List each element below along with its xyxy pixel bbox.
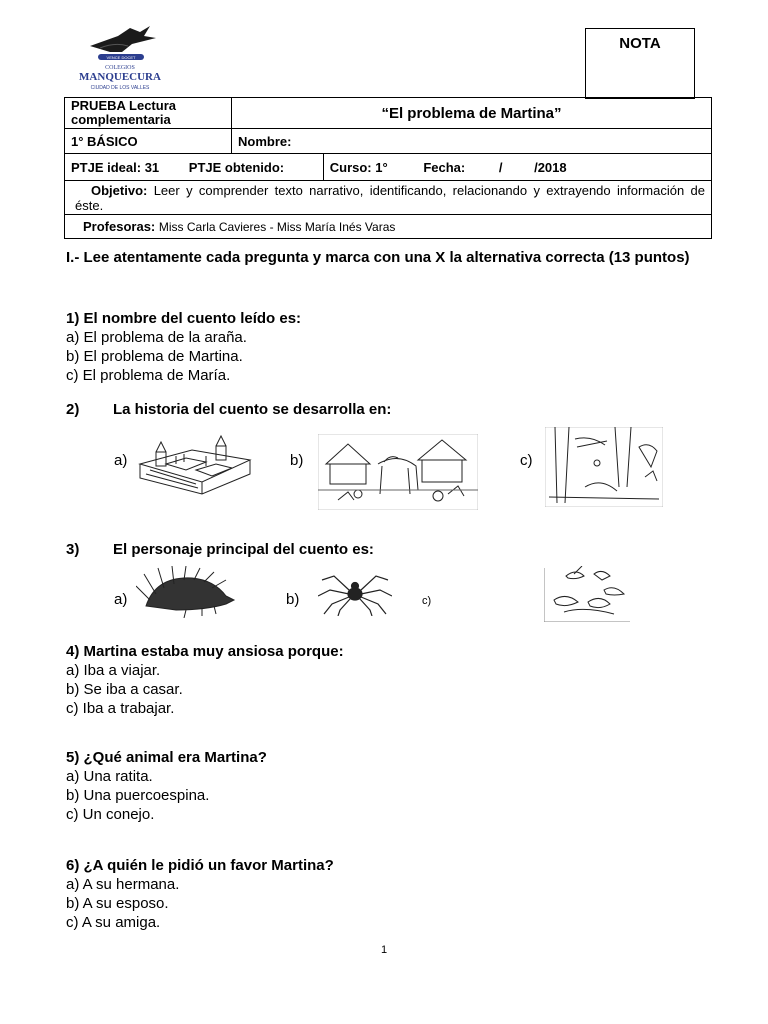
date-year: /2018 [534,159,567,175]
question-4-title: 4) Martina estaba muy ansiosa porque: [66,643,344,660]
question-2-number: 2) [66,401,80,418]
q4-option-b[interactable]: b) Se iba a casar. [66,681,183,698]
logo-line1: COLEGIOS [105,65,135,71]
question-2-title: La historia del cuento se desarrolla en: [113,401,392,418]
objective-label: Objetivo: [91,182,148,198]
question-1 [66,309,702,385]
course-date-cell[interactable] [323,154,711,181]
instruction: I.- Lee atentamente cada pregunta y marca con una X la alternativa correcta (13 puntos) [66,249,690,266]
q1-option-c[interactable]: c) El problema de María. [66,367,231,384]
grade-box[interactable] [585,28,695,99]
porcupine-image[interactable] [136,566,236,618]
grade-level: 1° BÁSICO [65,129,232,154]
name-label: Nombre: [238,133,292,149]
question-6-title: 6) ¿A quién le pidió un favor Martina? [66,857,334,874]
score-cell [65,154,324,181]
logo-line2: MANQUECURA [79,71,161,83]
date-label: Fecha: [423,159,466,175]
teachers-text: Miss Carla Cavieres - Miss María Inés Varas [158,220,396,234]
obtained-score-label: PTJE obtenido: [188,159,285,175]
q2-option-c-label[interactable]: c) [520,452,533,469]
page-number: 1 [380,944,388,956]
q1-option-b[interactable]: b) El problema de Martina. [66,348,243,365]
question-5-title: 5) ¿Qué animal era Martina? [66,749,267,766]
objective-text: Leer y comprender texto narrativo, identificando, relacionando y extrayendo información de éste. [75,182,705,213]
question-1-title: 1) El nombre del cuento leído es: [66,310,302,327]
q5-option-a[interactable]: a) Una ratita. [66,768,153,785]
forest-scene-image[interactable] [545,427,663,507]
farm-scene-image[interactable] [318,434,478,510]
logo-line3: CIUDAD DE LOS VALLES [90,85,150,91]
question-3 [66,540,702,559]
question-3-number: 3) [66,541,80,558]
q2-option-a-label[interactable]: a) [114,452,128,469]
q2-option-b-label[interactable]: b) [290,452,304,469]
q5-option-b[interactable]: b) Una puercoespina. [66,787,210,804]
logo-ribbon: VENCE DOCET [106,55,136,60]
city-image[interactable] [136,434,254,498]
question-3-title: El personaje principal del cuento es: [113,541,374,558]
course: Curso: 1° [329,159,388,175]
question-4 [66,642,702,718]
objective-cell [65,181,712,215]
birds-image[interactable] [544,566,630,622]
teachers-label: Profesoras: [83,219,156,234]
story-title: “El problema de Martina” [232,98,712,129]
q3-option-a-label[interactable]: a) [114,591,128,608]
ideal-score: PTJE ideal: 31 [71,159,160,175]
q6-option-a[interactable]: a) A su hermana. [66,876,180,893]
school-logo [70,22,170,98]
spider-image[interactable] [318,570,392,616]
question-6 [66,856,702,932]
q1-option-a[interactable]: a) El problema de la araña. [66,329,247,346]
test-type: PRUEBA Lectura complementaria [65,98,232,129]
teachers-cell [65,215,712,239]
header-table [64,97,712,239]
q4-option-a[interactable]: a) Iba a viajar. [66,662,161,679]
question-5 [66,748,702,824]
date-separator: / [498,159,503,175]
q6-option-b[interactable]: b) A su esposo. [66,895,169,912]
name-field[interactable] [232,129,712,154]
q4-option-c[interactable]: c) Iba a trabajar. [66,700,175,717]
q6-option-c[interactable]: c) A su amiga. [66,914,161,931]
question-2 [66,400,702,419]
q5-option-c[interactable]: c) Un conejo. [66,806,155,823]
q3-option-b-label[interactable]: b) [286,591,300,608]
grade-box-label: NOTA [619,35,661,52]
q3-option-c-label[interactable]: c) [422,595,432,607]
